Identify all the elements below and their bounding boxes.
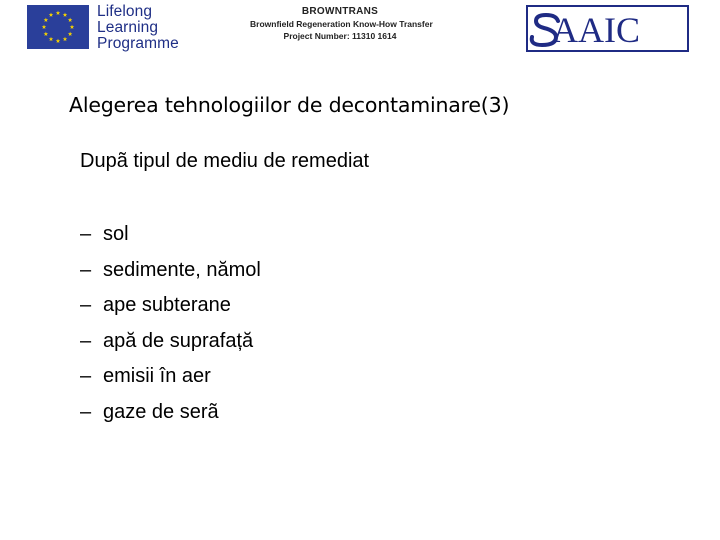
bullet-dash: –	[80, 258, 92, 281]
bullet-dash: –	[80, 294, 92, 316]
llp-logo-text	[97, 4, 179, 52]
lifelong-learning-logo	[27, 5, 187, 55]
slide-header	[0, 0, 720, 62]
list-item-text: ape subterane	[103, 294, 231, 316]
eu-star-icon	[68, 18, 73, 22]
eu-star-icon	[49, 37, 54, 41]
project-name: BROWNTRANS	[301, 6, 379, 17]
eu-star-icon	[63, 12, 68, 16]
llp-logo-line: Lifelong	[97, 3, 153, 20]
list-item-text: emisii în aer	[103, 365, 211, 387]
bullet-dash: –	[80, 223, 92, 245]
eu-star-icon	[70, 25, 75, 29]
eu-star-icon	[44, 32, 49, 36]
eu-star-icon	[63, 37, 68, 41]
llp-logo-line: Learning	[97, 19, 159, 36]
project-subtitle: Brownfield Regeneration Know-How Transfer	[250, 19, 433, 29]
list-item	[80, 399, 261, 435]
saaic-logo-text: AAIC	[552, 10, 640, 50]
list-item-text: sol	[103, 223, 129, 245]
project-number: Project Number: 11310 1614	[283, 31, 397, 41]
list-item	[80, 257, 261, 293]
slide-subheading: Dupã tipul de mediu de remediat	[80, 150, 370, 172]
list-item	[80, 292, 261, 328]
project-info	[250, 6, 433, 42]
list-item-text: apă de suprafață	[103, 329, 254, 352]
bullet-dash: –	[80, 400, 92, 423]
bullet-dash: –	[80, 365, 92, 387]
eu-star-icon	[42, 25, 47, 29]
eu-star-icon	[56, 39, 61, 43]
list-item-text: sedimente, nămol	[103, 258, 261, 281]
eu-star-icon	[44, 18, 49, 22]
eu-flag-icon	[27, 5, 89, 49]
eu-star-icon	[56, 11, 61, 15]
eu-star-icon	[49, 12, 54, 16]
llp-logo-line: Programme	[97, 35, 179, 52]
bullet-list	[80, 221, 261, 434]
list-item	[80, 221, 261, 257]
saaic-logo	[526, 5, 689, 52]
slide-title: Alegerea tehnologiilor de decontaminare(3)	[69, 93, 510, 117]
list-item	[80, 363, 261, 399]
bullet-dash: –	[80, 329, 92, 352]
eu-star-icon	[68, 32, 73, 36]
list-item-text: gaze de serã	[103, 400, 219, 423]
list-item	[80, 328, 261, 364]
